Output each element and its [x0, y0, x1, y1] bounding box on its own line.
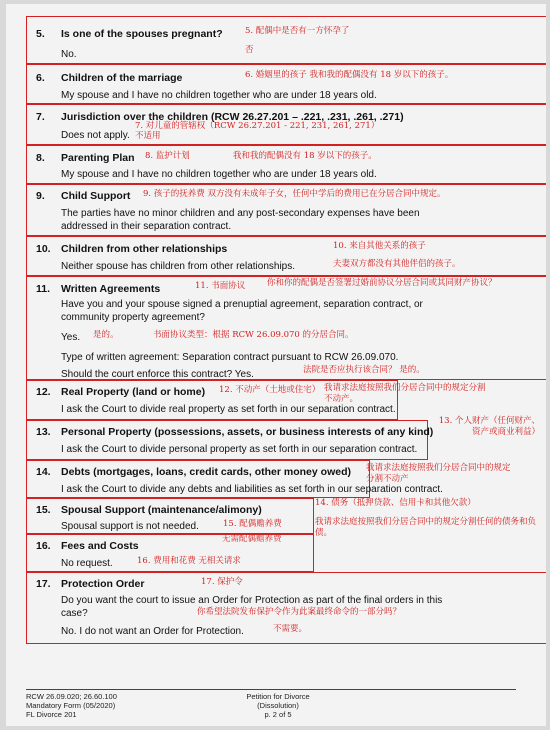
footer-center	[238, 692, 318, 719]
section-16	[26, 534, 314, 572]
section-heading: Children from other relationships	[61, 243, 228, 255]
translation-note: 12. 不动产（土地或住宅）	[219, 385, 321, 395]
footer-line: FL Divorce 201	[26, 710, 77, 719]
translation-note: 书面协议类型：根据 RCW 26.09.070 的分居合同。	[153, 330, 354, 340]
section-6	[26, 64, 546, 104]
section-heading: Child Support	[61, 190, 131, 202]
translation-note: 是的。	[93, 330, 119, 340]
section-number: 13.	[36, 426, 51, 438]
footer-line: p. 2 of 5	[264, 710, 292, 719]
section-5	[26, 16, 546, 64]
translation-note: 无需配偶赡养费	[222, 534, 282, 544]
translation-note: 不需要。	[273, 624, 308, 634]
translation-note: 13. 个人财产（任何财产、资产或商业利益）	[438, 416, 540, 437]
section-answer: Spousal support is not needed.	[61, 521, 199, 532]
translation-note: 夫妻双方都没有其他伴侣的孩子。	[333, 259, 461, 269]
translation-note: 我请求法庭按照我们分居合同中的规定分割任何的债务和负债。	[315, 517, 537, 538]
translation-note: 不适用	[135, 131, 161, 141]
translation-note: 10. 来自其他关系的孩子	[333, 241, 426, 251]
section-heading: Is one of the spouses pregnant?	[61, 28, 223, 40]
section-heading: Debts (mortgages, loans, credit cards, other money owed)	[61, 466, 351, 478]
section-number: 12.	[36, 386, 51, 398]
section-number: 14.	[36, 466, 51, 478]
question-line: community property agreement?	[61, 312, 205, 323]
section-heading: Protection Order	[61, 578, 145, 590]
section-number: 9.	[36, 190, 45, 202]
agreement-type-line: Type of written agreement: Separation contract pursuant to RCW 26.09.070.	[61, 352, 399, 363]
section-9	[26, 184, 546, 236]
translation-note: 否	[245, 45, 254, 55]
section-answer-line: addressed in their separation contract.	[61, 221, 232, 232]
section-8	[26, 145, 546, 184]
translation-note: 16. 费用和花费 无相关请求	[137, 556, 241, 566]
enforce-question-line: Should the court enforce this contract? Yes.	[61, 369, 254, 380]
translation-note: 15. 配偶赡养费	[223, 519, 282, 529]
section-answer: No.	[61, 49, 77, 60]
translation-note: 你和你的配偶是否签署过婚前协议分居合同或其同财产协议？	[267, 278, 497, 288]
footer-line: Mandatory Form (05/2020)	[26, 701, 116, 710]
translation-note: 你希望法院发布保护令作为此案最终命令的一部分吗？	[197, 607, 402, 617]
section-15	[26, 498, 314, 534]
section-7	[26, 104, 546, 145]
question-line: Do you want the court to issue an Order for Protection as part of the final orders in this	[61, 595, 443, 606]
footer-line: Petition for Divorce	[246, 692, 310, 701]
section-10	[26, 236, 546, 276]
footer-left	[26, 692, 117, 719]
section-answer: Does not apply.	[61, 130, 130, 141]
section-heading: Written Agreements	[61, 283, 161, 295]
footer-line: (Dissolution)	[257, 701, 299, 710]
section-number: 7.	[36, 111, 45, 123]
section-heading: Parenting Plan	[61, 152, 135, 164]
section-heading: Jurisdiction over the children (RCW 26.27.201 – .221, .231, .261, .271)	[61, 111, 404, 123]
section-answer: I ask the Court to divide any debts and liabilities as set forth in our separation contract.	[61, 484, 443, 495]
section-number: 5.	[36, 28, 45, 40]
section-heading: Spousal Support (maintenance/alimony)	[61, 504, 262, 516]
translation-note: 我和我的配偶没有 18 岁以下的孩子。	[233, 151, 377, 161]
section-number: 8.	[36, 152, 45, 164]
section-heading: Children of the marriage	[61, 72, 183, 84]
section-number: 10.	[36, 243, 51, 255]
section-heading: Fees and Costs	[61, 540, 139, 552]
question-line: Have you and your spouse signed a prenuptial agreement, separation contract, or	[61, 299, 423, 310]
section-number: 15.	[36, 504, 51, 516]
section-answer: I ask the Court to divide real property as set forth in our separation contract.	[61, 404, 396, 415]
document-page	[6, 4, 546, 726]
translation-note: 6. 婚姻里的孩子 我和我的配偶没有 18 岁以下的孩子。	[245, 70, 454, 80]
section-answer: No. I do not want an Order for Protection.	[61, 626, 244, 637]
section-answer-line: The parties have no minor children and any post-secondary expenses have been	[61, 208, 420, 219]
translation-note: 我请求法庭按照我们分居合同中的规定分割不动产。	[324, 383, 486, 404]
footer-line: RCW 26.09.020; 26.60.100	[26, 692, 117, 701]
section-11	[26, 276, 546, 380]
section-17	[26, 572, 546, 644]
translation-note: 8. 监护计划	[145, 151, 190, 161]
footer-divider	[26, 689, 516, 690]
section-answer: Neither spouse has children from other relationships.	[61, 261, 296, 272]
section-number: 17.	[36, 578, 51, 590]
section-answer: I ask the Court to divide personal property as set forth in our separation contract.	[61, 444, 418, 455]
section-heading: Personal Property (possessions, assets, or business interests of any kind)	[61, 426, 434, 438]
section-13	[26, 420, 434, 460]
section-number: 11.	[36, 283, 51, 295]
answer-yes: Yes.	[61, 332, 81, 343]
section-number: 6.	[36, 72, 45, 84]
translation-note: 14. 债务（抵押贷款、信用卡和其他欠款）	[315, 498, 476, 508]
section-heading: Real Property (land or home)	[61, 386, 206, 398]
translation-note: 法院是否应执行该合同？ 是的。	[303, 365, 425, 375]
section-number: 16.	[36, 540, 51, 552]
translation-note: 9. 孩子的抚养费 双方没有未成年子女，任何中学后的费用已在分居合同中规定。	[143, 189, 446, 199]
translation-note: 5. 配偶中是否有一方怀孕了	[245, 26, 350, 36]
translation-note: 17. 保护令	[201, 577, 243, 587]
section-answer: No request.	[61, 558, 113, 569]
question-line: case?	[61, 608, 88, 619]
translation-note: 我请求法庭按照我们分居合同中的规定分割不动产	[366, 463, 511, 484]
section-answer: My spouse and I have no children together who are under 18 years old.	[61, 90, 377, 101]
section-answer: My spouse and I have no children together who are under 18 years old.	[61, 169, 377, 180]
translation-note: 11. 书面协议	[195, 281, 246, 291]
translation-note: 7. 对儿童的管辖权（RCW 26.27.201 - 221, 231, 261, 271）	[135, 121, 380, 131]
